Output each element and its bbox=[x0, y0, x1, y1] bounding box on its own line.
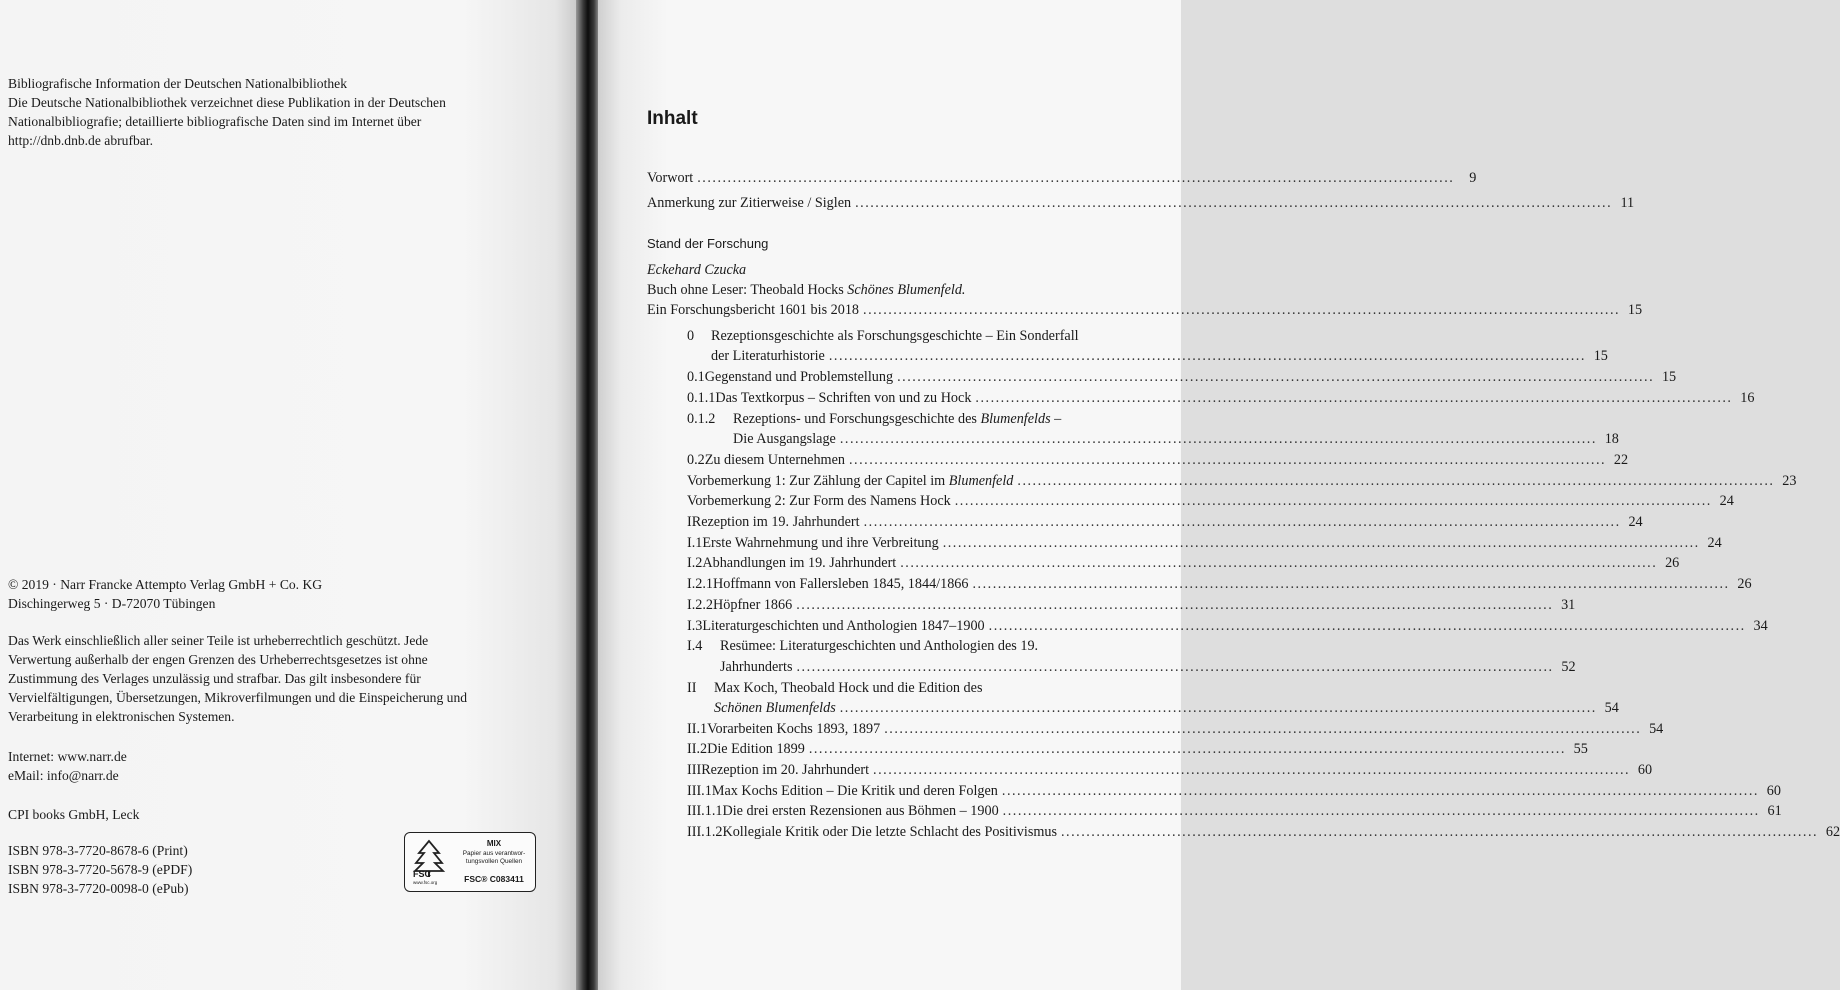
toc-label: Rezeption im 19. Jahrhundert bbox=[691, 514, 860, 530]
leader-dots: ...................................................................................................................................................... bbox=[839, 700, 1597, 716]
printer-line: CPI books GmbH, Leck bbox=[8, 807, 140, 822]
rights-line: Das Werk einschließlich aller seiner Teile ist urheberrechtlich geschützt. Jede bbox=[8, 633, 429, 648]
toc-number: I.4 bbox=[687, 638, 703, 654]
isbn-line: ISBN 978-3-7720-8678-6 (Print) bbox=[8, 843, 188, 858]
toc-label: Die Edition 1899 bbox=[707, 741, 805, 757]
toc-page: 16 bbox=[1740, 390, 1755, 406]
toc-number: 0.2 bbox=[687, 452, 705, 468]
leader-dots: ...................................................................................................................................................... bbox=[1001, 783, 1759, 799]
toc-page: 24 bbox=[1719, 493, 1734, 509]
toc-article-title[interactable] bbox=[647, 280, 965, 300]
fsc-desc-line: tungsvollen Quellen bbox=[465, 857, 523, 865]
toc-page: 24 bbox=[1628, 514, 1643, 530]
toc-page: 52 bbox=[1561, 659, 1576, 675]
toc-page: 60 bbox=[1637, 762, 1653, 778]
leader-dots: ...................................................................................................................................................... bbox=[897, 369, 1655, 385]
leader-dots: ...................................................................................................................................................... bbox=[1061, 824, 1819, 840]
toc-label: Rezeptionsgeschichte als Forschungsgeschichte – Ein Sonderfall bbox=[711, 328, 1079, 344]
toc-number: I.3 bbox=[687, 618, 703, 634]
toc-label-italic: Blumenfeld bbox=[948, 473, 1014, 489]
toc-entry-II-1[interactable] bbox=[687, 719, 1664, 739]
toc-page: 22 bbox=[1613, 452, 1629, 468]
leader-dots: ...................................................................................................................................................... bbox=[839, 431, 1597, 447]
toc-label: Das Textkorpus – Schriften von und zu Hock bbox=[715, 390, 972, 406]
toc-entry-vorbemerkung-1[interactable] bbox=[687, 471, 1797, 491]
page-title: Inhalt bbox=[647, 108, 698, 129]
leader-dots: ...................................................................................................................................................... bbox=[697, 170, 1455, 186]
article-title-italic: Schönes Blumenfeld. bbox=[847, 282, 966, 298]
toc-entry-I-2-1[interactable] bbox=[687, 574, 1752, 594]
toc-page: 61 bbox=[1767, 803, 1782, 819]
bibliographic-info bbox=[8, 74, 446, 150]
toc-label: Gegenstand und Problemstellung bbox=[704, 369, 894, 385]
toc-number: 0.1 bbox=[687, 369, 705, 385]
toc-label: Die drei ersten Rezensionen aus Böhmen – 1900 bbox=[722, 803, 999, 819]
toc-label: Die Ausgangslage bbox=[733, 431, 836, 447]
toc-page: 34 bbox=[1753, 618, 1768, 634]
toc-number: I bbox=[687, 514, 692, 530]
toc-number: III.1.2 bbox=[687, 824, 723, 840]
toc-label: Abhandlungen im 19. Jahrhundert bbox=[702, 555, 897, 571]
leader-dots: ...................................................................................................................................................... bbox=[900, 555, 1658, 571]
rights-notice bbox=[8, 631, 467, 726]
toc-entry-I-3[interactable] bbox=[687, 616, 1768, 636]
toc-entry-III-1[interactable] bbox=[687, 781, 1781, 801]
toc-label: Höpfner 1866 bbox=[713, 597, 793, 613]
toc-label-text: Vorbemerkung 1: Zur Zählung der Capitel im bbox=[687, 473, 949, 489]
copyright-line: © 2019 · Narr Francke Attempto Verlag GmbH + Co. KG bbox=[8, 577, 323, 592]
toc-entry-0[interactable] bbox=[687, 326, 1079, 346]
imprint-page bbox=[0, 0, 578, 990]
toc-page: 62 bbox=[1825, 824, 1840, 840]
fsc-description bbox=[455, 850, 533, 865]
toc-label: Vorbemerkung 2: Zur Form des Namens Hock bbox=[687, 493, 951, 509]
toc-number: III bbox=[687, 762, 702, 778]
toc-author bbox=[647, 260, 746, 280]
toc-label: Rezeptions- und Forschungsgeschichte des bbox=[733, 411, 981, 427]
printer-info bbox=[8, 805, 139, 824]
leader-dots: ...................................................................................................................................................... bbox=[855, 195, 1613, 211]
toc-page: 15 bbox=[1593, 348, 1608, 364]
toc-entry-II-2[interactable] bbox=[687, 739, 1588, 759]
toc-number: III.1 bbox=[687, 783, 712, 799]
toc-label: Max Koch, Theobald Hock und die Edition des bbox=[714, 680, 983, 696]
toc-entry-I[interactable] bbox=[687, 512, 1643, 532]
toc-entry-II[interactable] bbox=[687, 678, 982, 698]
toc-label: Resümee: Literaturgeschichten und Anthologien des 19. bbox=[720, 638, 1039, 654]
toc-label-italic: Schönen Blumenfelds bbox=[714, 700, 836, 716]
toc-entry-I-2-2[interactable] bbox=[687, 595, 1576, 615]
toc-entry-I-4-cont[interactable] bbox=[720, 657, 1576, 677]
author-name: Eckehard Czucka bbox=[647, 262, 747, 278]
leader-dots: ...................................................................................................................................................... bbox=[975, 390, 1733, 406]
contact-info bbox=[8, 747, 127, 785]
toc-entry-0-cont[interactable] bbox=[711, 346, 1608, 366]
toc-label: Max Kochs Edition – Die Kritik und deren Folgen bbox=[711, 783, 998, 799]
copyright-notice bbox=[8, 575, 322, 613]
rights-line: Verarbeitung in elektronischen Systemen. bbox=[8, 709, 235, 724]
toc-label: Vorarbeiten Kochs 1893, 1897 bbox=[707, 721, 881, 737]
toc-entry-0-1-2-cont[interactable] bbox=[733, 429, 1619, 449]
bib-line: http://dnb.dnb.de abrufbar. bbox=[8, 133, 153, 148]
isbn-line: ISBN 978-3-7720-0098-0 (ePub) bbox=[8, 881, 189, 896]
toc-label: Vorwort bbox=[647, 170, 694, 186]
rights-line: Verwertung außerhalb der engen Grenzen des Urheberrechtsgesetzes ist ohne bbox=[8, 652, 428, 667]
toc-page: 11 bbox=[1620, 195, 1635, 211]
leader-dots: ...................................................................................................................................................... bbox=[863, 302, 1621, 318]
toc-page: 54 bbox=[1604, 700, 1619, 716]
toc-number: III.1.1 bbox=[687, 803, 723, 819]
toc-label: Anmerkung zur Zitierweise / Siglen bbox=[647, 195, 852, 211]
fsc-code: FSC® C083411 bbox=[464, 874, 524, 884]
leader-dots: ...................................................................................................................................................... bbox=[808, 741, 1566, 757]
toc-number: II bbox=[687, 680, 697, 696]
toc-entry-0-2[interactable] bbox=[687, 450, 1629, 470]
website-line: Internet: www.narr.de bbox=[8, 749, 127, 764]
book-spine bbox=[576, 0, 600, 990]
toc-label: Rezeption im 20. Jahrhundert bbox=[701, 762, 870, 778]
toc-number: II.1 bbox=[687, 721, 708, 737]
toc-number: 0.1.2 bbox=[687, 411, 716, 427]
isbn-list bbox=[8, 841, 192, 898]
toc-label: Ein Forschungsbericht 1601 bis 2018 bbox=[647, 302, 860, 318]
fsc-desc-line: Papier aus verantwor- bbox=[462, 850, 526, 857]
leader-dots: ...................................................................................................................................................... bbox=[796, 659, 1554, 675]
toc-page: 26 bbox=[1665, 555, 1680, 571]
toc-entry-III-1-1[interactable] bbox=[687, 801, 1782, 821]
toc-page: 15 bbox=[1627, 302, 1643, 318]
toc-page: 55 bbox=[1573, 741, 1588, 757]
toc-label: Zu diesem Unternehmen bbox=[704, 452, 845, 468]
toc-entry-III-1-2[interactable] bbox=[687, 822, 1840, 842]
toc-page: 54 bbox=[1649, 721, 1664, 737]
toc-label: Kollegiale Kritik oder Die letzte Schlacht des Positivismus bbox=[722, 824, 1057, 840]
toc-entry-anmerkung[interactable] bbox=[647, 193, 1635, 213]
toc-number: I.2.1 bbox=[687, 576, 714, 592]
fsc-mix: MIX bbox=[486, 839, 502, 848]
toc-page: 18 bbox=[1604, 431, 1619, 447]
toc-label: Literaturgeschichten und Anthologien 1847–1900 bbox=[702, 618, 985, 634]
toc-entry-I-1[interactable] bbox=[687, 533, 1722, 553]
bib-line: Nationalbibliografie; detaillierte bibliografische Daten sind im Internet über bbox=[8, 114, 422, 129]
leader-dots: ...................................................................................................................................................... bbox=[796, 597, 1554, 613]
leader-dots: ...................................................................................................................................................... bbox=[954, 493, 1712, 509]
toc-page: 60 bbox=[1766, 783, 1781, 799]
toc-page: 9 bbox=[1469, 170, 1477, 186]
toc-label-dash: – bbox=[1050, 411, 1062, 427]
rights-line: Vervielfältigungen, Übersetzungen, Mikroverfilmungen und die Einspeicherung und bbox=[8, 690, 468, 705]
toc-page: 26 bbox=[1737, 576, 1752, 592]
toc-page: 23 bbox=[1782, 473, 1797, 489]
toc-page: 31 bbox=[1561, 597, 1576, 613]
toc-number: 0.1.1 bbox=[687, 390, 716, 406]
toc-label: Hoffmann von Fallersleben 1845, 1844/1866 bbox=[713, 576, 969, 592]
fsc-url: www.fsc.org bbox=[413, 880, 438, 885]
leader-dots: ...................................................................................................................................................... bbox=[884, 721, 1642, 737]
toc-entry-I-4[interactable] bbox=[687, 636, 1038, 656]
toc-label bbox=[687, 471, 1013, 491]
toc-label: Erste Wahrnehmung und ihre Verbreitung bbox=[702, 535, 939, 551]
fsc-label bbox=[404, 832, 536, 892]
email-line: eMail: info@narr.de bbox=[8, 768, 119, 783]
toc-entry-vorbemerkung-2[interactable] bbox=[687, 491, 1734, 511]
toc-number: I.2.2 bbox=[687, 597, 714, 613]
toc-entry-III[interactable] bbox=[687, 760, 1653, 780]
toc-section-heading: Stand der Forschung bbox=[647, 236, 769, 251]
toc-entry-0-1-1[interactable] bbox=[687, 388, 1755, 408]
isbn-line: ISBN 978-3-7720-5678-9 (ePDF) bbox=[8, 862, 193, 877]
toc-page: 15 bbox=[1661, 369, 1677, 385]
leader-dots: ...................................................................................................................................................... bbox=[988, 618, 1746, 634]
toc-number: II.2 bbox=[687, 741, 708, 757]
toc-entry-0-1[interactable] bbox=[687, 367, 1677, 387]
bib-line: Die Deutsche Nationalbibliothek verzeichnet diese Publikation in der Deutschen bbox=[8, 95, 446, 110]
toc-label: der Literaturhistorie bbox=[711, 348, 825, 364]
toc-number: 0 bbox=[687, 328, 695, 344]
toc-label-italic: Blumenfelds bbox=[980, 411, 1051, 427]
toc-page: 24 bbox=[1707, 535, 1722, 551]
leader-dots: ...................................................................................................................................................... bbox=[863, 514, 1621, 530]
leader-dots: ...................................................................................................................................................... bbox=[1017, 473, 1775, 489]
toc-entry-II-cont[interactable] bbox=[714, 698, 1619, 718]
leader-dots: ...................................................................................................................................................... bbox=[828, 348, 1586, 364]
toc-label: Jahrhunderts bbox=[720, 659, 793, 675]
toc-number: I.2 bbox=[687, 555, 703, 571]
toc-number: I.1 bbox=[687, 535, 703, 551]
leader-dots: ...................................................................................................................................................... bbox=[1002, 803, 1760, 819]
leader-dots: ...................................................................................................................................................... bbox=[942, 535, 1700, 551]
article-title-text: Buch ohne Leser: Theobald Hocks bbox=[647, 282, 848, 298]
leader-dots: ...................................................................................................................................................... bbox=[873, 762, 1631, 778]
toc-entry-forschungsbericht[interactable] bbox=[647, 300, 1643, 320]
leader-dots: ...................................................................................................................................................... bbox=[972, 576, 1730, 592]
address-line: Dischingerweg 5 · D-72070 Tübingen bbox=[8, 596, 216, 611]
toc-entry-vorwort[interactable] bbox=[647, 168, 1477, 188]
rights-line: Zustimmung des Verlages unzulässig und strafbar. Das gilt insbesondere für bbox=[8, 671, 421, 686]
fsc-logo-text: FSC bbox=[413, 869, 431, 879]
toc-entry-I-2[interactable] bbox=[687, 553, 1680, 573]
toc-entry-0-1-2[interactable] bbox=[687, 409, 1061, 429]
bib-line: Bibliografische Information der Deutschen Nationalbibliothek bbox=[8, 76, 347, 91]
leader-dots: ...................................................................................................................................................... bbox=[849, 452, 1607, 468]
